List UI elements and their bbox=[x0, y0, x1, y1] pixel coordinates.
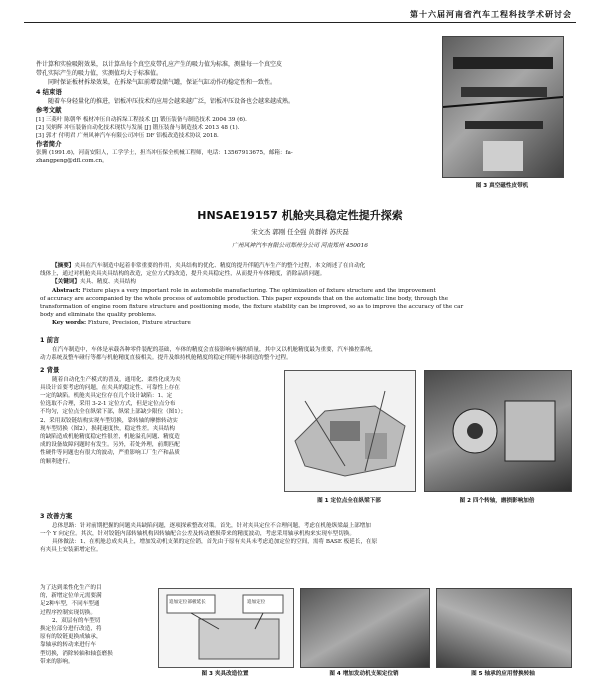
fixture-illustration bbox=[285, 371, 415, 491]
article-title: HNSAE19157 机舱夹具稳定性提升探索 bbox=[197, 209, 403, 222]
intro-line: 同时保证板材拆垛效果，在拆垛气缸前增设储气罐，保证气缸动作的稳定性和一致性。 bbox=[48, 79, 277, 87]
section-3-left-line: 的，新增定位单元需要满 bbox=[40, 593, 102, 600]
intro-line: 带孔实际产生的吸力值，实测值均大于标准值。 bbox=[36, 70, 163, 78]
section-3-left-line: 换定位部分进行改造，将 bbox=[40, 626, 102, 633]
header-rule bbox=[24, 22, 576, 23]
section-3-left-line: 型切换，消除转轴和轴套磨损 bbox=[40, 650, 113, 657]
conference-title: 第十六届河南省汽车工程科技学术研讨会 bbox=[410, 10, 572, 19]
reference-item: [1] 三菱叶 陈朝华 板材冲压自动拆垛工程技术 [J] 锻压装备与制造技术 2004 39 (6)． bbox=[36, 116, 251, 123]
label-extend-base: 追加定位部板延长 bbox=[169, 600, 206, 605]
figure-3b-image bbox=[158, 588, 294, 668]
figure-3-caption: 图 3 真空磁性皮带机 bbox=[475, 183, 529, 189]
en-keywords: Fixture, Precision, Fixture structure bbox=[87, 320, 191, 327]
section-1 bbox=[40, 336, 570, 362]
figure-1-caption: 图 1 定位点全在纵梁下部 bbox=[317, 498, 381, 504]
section-3-line: 总体思路：针对前期把握的问题夹具缺陷问题，逐项探索整改对策。首先，针对夹具定位不合理问题，考虑在机舱纵梁最上部增加 bbox=[52, 522, 371, 529]
section-2-line: 随着自动化生产模式的普及，通用化、柔性化成为夹 bbox=[52, 376, 181, 383]
figure-2-caption: 图 2 四个转轴，磨损影响加倍 bbox=[459, 498, 535, 504]
bio-line: 张腾 (1991.6)，河南安阳人，工学学士，担当冲压保全机械工程师，电话：13567913675，邮箱：fa- bbox=[36, 150, 293, 157]
figure-3b-caption: 图 3 夹具改造位置 bbox=[201, 671, 249, 677]
label-add-locator: 追加定位 bbox=[247, 600, 266, 605]
section-2-line: 一定的缺陷。机舱夹具定位存在几个设计缺陷：1、定 bbox=[40, 392, 173, 399]
keywords-label: 【关键词】 bbox=[52, 279, 80, 286]
section-3-line: 具体做法：1、在机舱总成夹具上，增加发动机支架的定位销，首先由于原有夹具未考虑追加定位的空间，需将 BASE 板延长，在原 bbox=[52, 538, 378, 545]
article-authors: 宋文杰 郭刚 任全强 黄群祥 苏庆磊 bbox=[251, 228, 349, 236]
article-affiliation: 广州风神汽车有限公司郑州分公司 河南郑州 450016 bbox=[232, 243, 368, 249]
section-3-left-line: 靠轴承的转动来进行车 bbox=[40, 642, 96, 649]
section-3-left bbox=[40, 584, 152, 666]
section-3-left-line: 带来的影响。 bbox=[40, 658, 74, 665]
section-2-line: 2、采用双铰链结构实现车型切换，靠转轴的摩擦转动实 bbox=[40, 417, 178, 424]
section-1-line: 动力系统及整车碰行等都与机舱精度直接相关。提升及维持机舱精度的稳定伴随车体制造的整个过程。 bbox=[40, 354, 292, 361]
section-2-line: 位选取不合理，采用 3-2-1 定位方式，但是定位点分布 bbox=[40, 401, 176, 408]
abstract-block bbox=[40, 262, 570, 328]
en-abstract-line: body and eliminate the quality problems. bbox=[40, 312, 157, 319]
figure-4-image bbox=[300, 588, 430, 668]
section-3-left-line: 过程序控制实现切换。 bbox=[40, 609, 96, 616]
intro-line: 件计算和实验吸附效果，以计算出每个真空皮带孔应产生的吸力值为标准，测量每一个真空皮 bbox=[36, 61, 283, 68]
intro-block bbox=[36, 60, 436, 165]
section-3-line: 有夹具上安装新增定位。 bbox=[40, 547, 102, 554]
section-2-line: 成的设备故障问题时有发生。另外，若处外理，前期匹配 bbox=[40, 442, 180, 449]
vacuum-belt-illustration bbox=[443, 37, 563, 177]
figure-1-image bbox=[284, 370, 416, 492]
section-2-line: 现车型切换（图2），损耗速度快，稳定性差。夹具结构 bbox=[40, 425, 176, 432]
figure-2-image bbox=[424, 370, 572, 492]
en-abstract-line: of accuracy are accompanied by the whole process of automobile production. This paper expounds that on the automatic line body, through the bbox=[40, 295, 449, 302]
section-2 bbox=[40, 366, 275, 466]
section-3-heading: 3 改善方案 bbox=[40, 512, 73, 520]
figure-5-caption: 图 5 轴承的应用替换转轴 bbox=[471, 671, 535, 677]
hinge-illustration bbox=[425, 371, 571, 491]
section-2-line: 具设计首要考虑的问题，在夹具的稳定性、可靠性上存在 bbox=[40, 384, 180, 391]
abstract-line: 夹具在汽车制造中起着非常重要的作用，夹具结构的优化、精度的提升伴随汽车生产的整个过程，本文阐述了在自动化 bbox=[74, 263, 366, 269]
running-header bbox=[0, 0, 600, 22]
abstract-line: 线体上，通过对机舱夹具夹具结构的改造，定位方式的改造，提升夹具稳定性，从而提升车体精度，消除品质问题。 bbox=[40, 271, 326, 278]
section-2-line: 的缺陷造成机舱精度稳定性很差，机舱溢孔问题、精度造 bbox=[40, 433, 180, 440]
en-keywords-label: Key words: bbox=[52, 320, 87, 327]
section-2-line: 性硬件等问题也有很大的波动，严重影响工厂生产和品质 bbox=[40, 450, 180, 457]
references-heading: 参考文献 bbox=[36, 106, 62, 115]
figure-5-image bbox=[436, 588, 572, 668]
abstract-label: 【摘要】 bbox=[52, 263, 75, 269]
section-3-line: 一个 Y 向定位。其次，针对铰链内部转轴机构因转轴配合公差及转动磨损带来的精度波动，考虑采用轴承机构来实现车型切换。 bbox=[40, 530, 355, 537]
reference-item: [2] 吴炳辉 冲压装备自动化技术现状与发展 [J] 锻压装备与制造技术 2013 48 (1)． bbox=[36, 124, 244, 131]
section-2-line: 的顺利进行。 bbox=[40, 458, 74, 465]
section-3-left-line: 足2种车型，不同车型通 bbox=[40, 601, 100, 608]
section-2-heading: 2 背景 bbox=[40, 366, 60, 374]
section-2-line: 不均匀，定位点全在纵梁下部，纵梁上部缺少限位（图1）； bbox=[40, 409, 187, 416]
section-3-left-line: 2、双层有的车型切 bbox=[52, 617, 101, 624]
conclusion-text: 随着车身轻量化的推进，铝板冲压技术的应用会越来越广泛，铝板冲压设备也会越来越成熟。 bbox=[48, 98, 295, 106]
keywords: 夹具、精度、夹具结构 bbox=[79, 279, 136, 286]
bio-heading: 作者简介 bbox=[36, 139, 62, 148]
en-abstract-line: Fixture plays a very important role in automobile manufacturing. The optimization of fixture structure and the improvement bbox=[82, 287, 436, 294]
section-1-heading: 1 前言 bbox=[40, 336, 60, 344]
en-abstract-line: transformation of engine room fixture structure and positioning mode, the fixture stability can be improved, so as to improve the accuracy of the car bbox=[40, 304, 464, 311]
bio-line: zhangpeng@dfl.com.cn。 bbox=[36, 158, 108, 165]
en-abstract-label: Abstract: bbox=[52, 287, 81, 294]
vacuum-belt-photo bbox=[442, 36, 564, 178]
reference-item: [3] 郭才 付明君 广州风神汽车有限公司冲压 DF 铝板改造技术协议 2018. bbox=[36, 132, 219, 139]
section-3-left-line: 原有的铰链更换成轴承， bbox=[40, 634, 102, 641]
section-1-line: 在汽车制造中，车体是承载各种零件装配的基础，车体的精度会直接影响车辆的质量，其中又以机舱精度最为重要，汽车操控系统， bbox=[52, 346, 377, 353]
section-3-left-line: 为了达到柔性化生产的目 bbox=[40, 585, 102, 591]
figure-4-caption: 图 4 增加发动机支架定位销 bbox=[329, 671, 399, 677]
section-3 bbox=[40, 512, 570, 554]
conclusion-heading: 4 结束语 bbox=[36, 87, 62, 96]
